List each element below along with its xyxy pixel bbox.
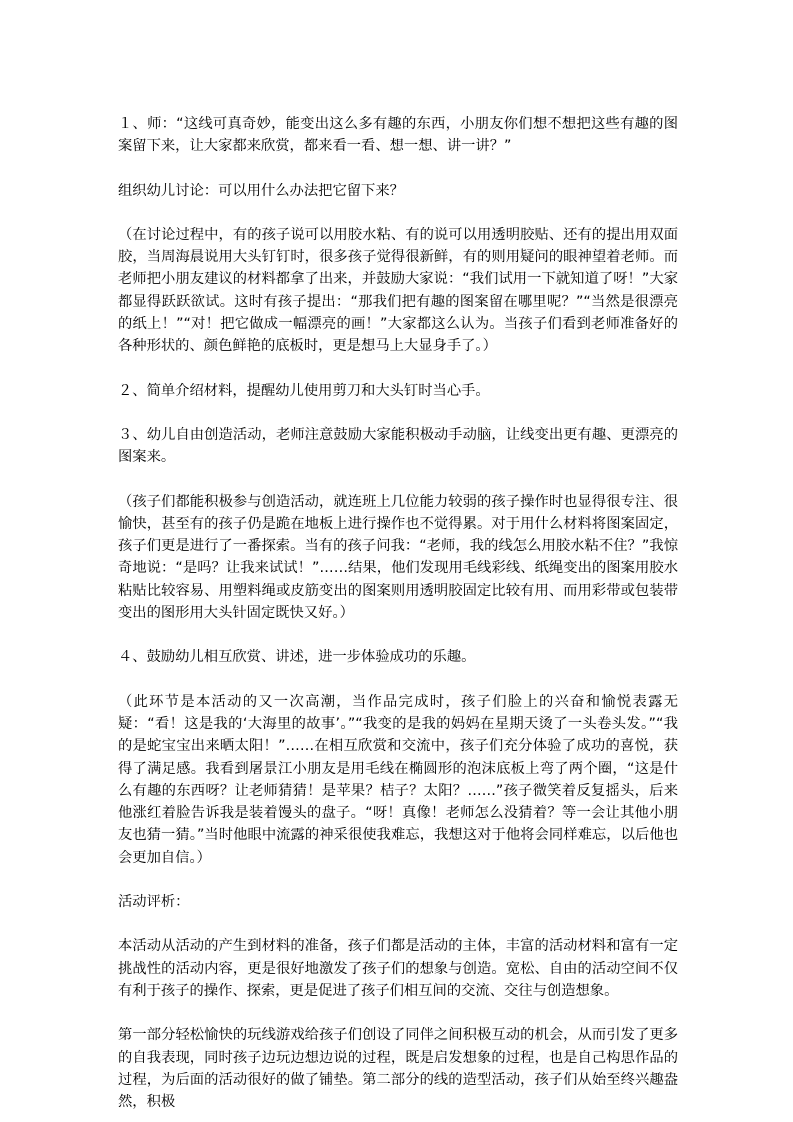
paragraph-gap xyxy=(118,202,678,224)
paragraph-evaluation-1: 本活动从活动的产生到材料的准备，孩子们都是活动的主体，丰富的活动材料和富有一定挑战性的活动内容，更是很好地激发了孩子们的想象与创造。宽松、自由的活动空间不仅有利于孩子的操作、探索，更是促进了孩子们相互间的交流、交往与创造想象。 xyxy=(118,938,678,999)
section-heading-evaluation: 活动评析： xyxy=(118,894,190,911)
paragraph-gap xyxy=(118,358,678,380)
paragraph-teacher-question: １、师：“这线可真奇妙，能变出这么多有趣的东西，小朋友你们想不想把这些有趣的图案留下来，让大家都来欣赏，都来看一看、想一想、讲一讲？” xyxy=(118,116,678,155)
paragraph-step-3: ３、幼儿自由创造活动，老师注意鼓励大家能积极动手动脑，让线变出更有趣、更漂亮的图案来。 xyxy=(118,426,678,466)
paragraph-sharing-notes: （此环节是本活动的又一次高潮，当作品完成时，孩子们脸上的兴奋和愉悦表露无疑：“看！这是我的‘大海里的故事’。”“我变的是我的妈妈在星期天烫了一头卷头发。”“我的是蛇宝宝出来晒太阳！”……在相互欣赏和交流中，孩子们充分体验了成功的喜悦，获得了满足感。我看到屠景江小朋友是用毛线在椭圆形的泡沫底板上弯了两个圈，“这是什么有趣的东西呀？让老师猜猜！是苹果？桔子？太阳？……”孩子微笑着反复摇头，后来他涨红着脸告诉我是装着馒头的盘子。“呀！真像！老师怎么没猜着？等一会让其他小朋友也猜一猜。”当时他眼中流露的神采很使我难忘，我想这对于他将会同样难忘，以后他也会更加自信。） xyxy=(118,693,678,866)
paragraph-gap xyxy=(118,913,678,935)
paragraph-discussion-notes: （在讨论过程中，有的孩子说可以用胶水粘、有的说可以用透明胶贴、还有的提出用双面胶，当周海晨说用大头钉钉时，很多孩子觉得很新鲜，有的则用疑问的眼神望着老师。而老师把小朋友建议的材料都拿了出来，并鼓励大家说：“我们试用一下就知道了呀！”大家都显得跃跃欲试。这时有孩子提出：“那我们把有趣的图案留在哪里呢？”“当然是很漂亮的纸上！”“对！把它做成一幅漂亮的画！”大家都这么认为。当孩子们看到老师准备好的各种形状的、颜色鲜艳的底板时，更是想马上大显身手了。） xyxy=(118,226,678,355)
paragraph-step-4: ４、鼓励幼儿相互欣赏、讲述，进一步体验成功的乐趣。 xyxy=(118,649,476,666)
paragraph-gap xyxy=(118,1002,678,1024)
paragraph-gap xyxy=(118,402,678,424)
paragraph-discussion-prompt: 组织幼儿讨论：可以用什么办法把它留下来？ xyxy=(118,182,404,199)
document-body xyxy=(118,113,678,1113)
paragraph-step-2: ２、简单介绍材料，提醒幼儿使用剪刀和大头钉时当心手。 xyxy=(118,382,490,399)
paragraph-creation-notes: （孩子们都能积极参与创造活动，就连班上几位能力较弱的孩子操作时也显得很专注、很愉快，甚至有的孩子仍是跪在地板上进行操作也不觉得累。对于用什么材料将图案固定，孩子们更是进行了一番探索。当有的孩子问我：“老师，我的线怎么用胶水粘不住？”我惊奇地说：“是吗？让我来试试！”……结果，他们发现用毛线彩线、纸绳变出的图案用胶水粘贴比较容易、用塑料绳或皮筋变出的图案则用透明胶固定比较有用、而用彩带或包装带变出的图形用大头针固定既快又好。） xyxy=(118,493,678,622)
paragraph-gap xyxy=(118,624,678,646)
paragraph-gap xyxy=(118,669,678,691)
paragraph-gap xyxy=(118,469,678,491)
paragraph-gap xyxy=(118,158,678,180)
paragraph-gap xyxy=(118,869,678,891)
paragraph-evaluation-2: 第一部分轻松愉快的玩线游戏给孩子们创设了同伴之间积极互动的机会，从而引发了更多的自我表现，同时孩子边玩边想边说的过程，既是启发想象的过程，也是自己构思作品的过程，为后面的活动很好的做了铺垫。第二部分的线的造型活动，孩子们从始至终兴趣盎然，积极 xyxy=(118,1027,678,1111)
